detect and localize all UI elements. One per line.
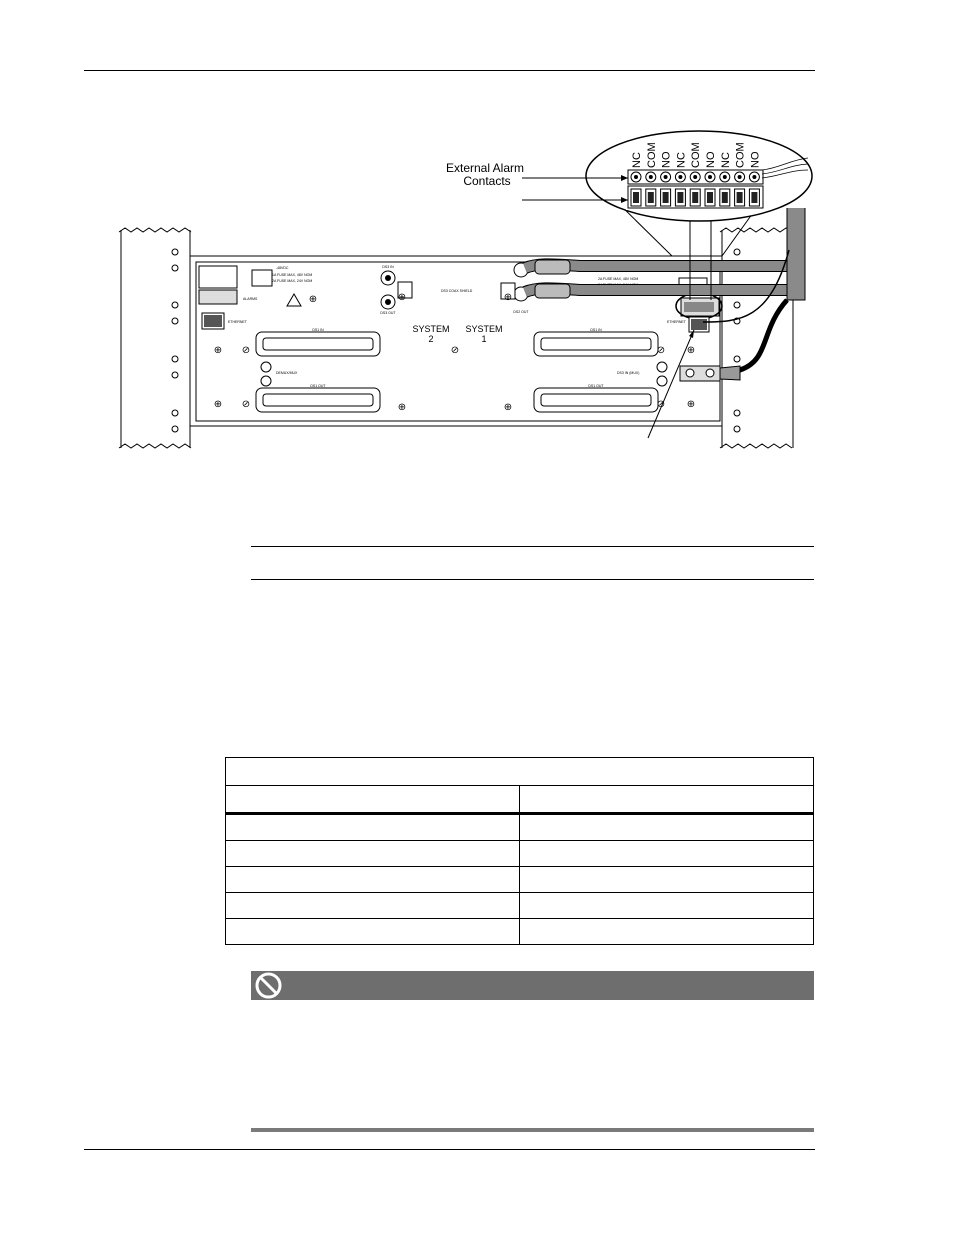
svg-text:⊘: ⊘ bbox=[656, 399, 666, 410]
alarm-table-title bbox=[226, 758, 814, 786]
ds3-in-label: DS3 IN bbox=[382, 265, 394, 269]
power-label-line2: 1A FUSE MAX, 48V NOM bbox=[272, 273, 313, 277]
alarm-table-col-2 bbox=[520, 786, 814, 814]
section-rule-bottom bbox=[251, 579, 814, 580]
svg-text:⊘: ⊘ bbox=[450, 345, 460, 356]
ethernet-left-label: ETHERNET bbox=[228, 320, 247, 324]
svg-text:⊕: ⊕ bbox=[503, 402, 513, 413]
system-1-label: SYSTEM bbox=[465, 324, 503, 334]
terminal-screw-center bbox=[708, 175, 712, 179]
svg-text:⊕: ⊕ bbox=[397, 402, 407, 413]
ds1-in-left-label: DS1 IN bbox=[312, 328, 324, 332]
callout-label-line1: External Alarm bbox=[445, 161, 525, 175]
ds2-out-label: DS2 OUT bbox=[513, 310, 529, 314]
terminal-screw-center bbox=[693, 175, 697, 179]
terminal-label: NO bbox=[660, 151, 673, 168]
svg-text:⊕: ⊕ bbox=[503, 292, 513, 303]
callout-label-line2: Contacts bbox=[463, 174, 511, 188]
terminal-slot-fill bbox=[677, 192, 683, 203]
table-row bbox=[226, 814, 814, 841]
ds1-out-left-label: DS1 OUT bbox=[310, 384, 326, 388]
svg-text:⊘: ⊘ bbox=[241, 345, 251, 356]
power-label-line3: 2A FUSE MAX, 24V NOM bbox=[272, 279, 313, 283]
ds1-out-right-label: DS1 OUT bbox=[588, 384, 604, 388]
left-rack-rail bbox=[119, 228, 191, 448]
svg-text:⊘: ⊘ bbox=[241, 399, 251, 410]
ds1-in-right-label: DS1 IN bbox=[590, 328, 602, 332]
caution-bottom-rule bbox=[251, 1128, 814, 1132]
terminal-slot-fill bbox=[707, 192, 713, 203]
alarm-right-label: ALARM bbox=[676, 293, 689, 297]
terminal-screws bbox=[631, 172, 759, 206]
power-right-line1: 2A FUSE MAX, 48V NOM bbox=[598, 277, 639, 281]
terminal-label: COM bbox=[690, 142, 703, 168]
terminal-screw-center bbox=[738, 175, 742, 179]
alarms-label: ALARMS bbox=[243, 297, 258, 301]
svg-text:⊕: ⊕ bbox=[397, 292, 407, 303]
svg-text:⊕: ⊕ bbox=[308, 294, 318, 305]
terminal-label: NO bbox=[705, 151, 717, 168]
terminal-screw-center bbox=[634, 175, 638, 179]
table-row bbox=[226, 867, 814, 893]
terminal-label: NO bbox=[749, 151, 762, 168]
terminal-slot-fill bbox=[648, 192, 654, 203]
svg-text:⊕: ⊕ bbox=[686, 345, 696, 356]
ds3-coax-shield-label: DS3 COAX SHIELD bbox=[441, 289, 473, 293]
demux-right-label: DS3 IN (MUX) bbox=[617, 371, 640, 375]
terminal-labels bbox=[631, 142, 761, 168]
svg-text:⊘: ⊘ bbox=[656, 345, 666, 356]
footer-rule bbox=[84, 1149, 815, 1150]
terminal-label: COM bbox=[645, 142, 658, 168]
system-2-number: 2 bbox=[428, 334, 434, 344]
terminal-label: NC bbox=[675, 152, 688, 168]
terminal-screw-center bbox=[664, 175, 668, 179]
ds3-out-label: DS3 OUT bbox=[380, 311, 396, 315]
caution-banner bbox=[251, 971, 814, 1000]
terminal-label: COM bbox=[734, 142, 747, 168]
terminal-screw-center bbox=[678, 175, 682, 179]
power-label-line1: -48VDC bbox=[276, 266, 289, 270]
terminal-screw-center bbox=[752, 175, 756, 179]
prohibition-icon bbox=[255, 972, 282, 999]
terminal-slot-fill bbox=[722, 192, 728, 203]
svg-text:⊕: ⊕ bbox=[686, 399, 696, 410]
terminal-label: NC bbox=[631, 152, 643, 168]
terminal-slot-fill bbox=[663, 192, 669, 203]
power-right-line2: 2A FUSE MAX, 24V NOM bbox=[598, 283, 639, 287]
rear-panel-alarm-figure bbox=[0, 0, 954, 470]
svg-text:⊕: ⊕ bbox=[213, 345, 223, 356]
system-2-label: SYSTEM bbox=[412, 324, 450, 334]
table-row bbox=[226, 841, 814, 867]
terminal-label: NC bbox=[719, 152, 732, 168]
terminal-screw-center bbox=[723, 175, 727, 179]
table-row bbox=[226, 893, 814, 919]
system-1-number: 1 bbox=[481, 334, 487, 344]
chassis-panel bbox=[190, 256, 722, 426]
terminal-slot-fill bbox=[751, 192, 757, 203]
alarm-table bbox=[225, 757, 814, 945]
demux-left-label: DEMUX/MUX bbox=[276, 371, 298, 375]
terminal-slot-fill bbox=[633, 192, 639, 203]
section-rule-top bbox=[251, 546, 814, 547]
alarm-table-col-1 bbox=[226, 786, 520, 814]
terminal-slot-fill bbox=[737, 192, 743, 203]
terminal-screw-center bbox=[649, 175, 653, 179]
ethernet-right-label: ETHERNET bbox=[667, 320, 686, 324]
svg-text:⊕: ⊕ bbox=[213, 399, 223, 410]
table-row bbox=[226, 919, 814, 945]
terminal-slot-fill bbox=[692, 192, 698, 203]
